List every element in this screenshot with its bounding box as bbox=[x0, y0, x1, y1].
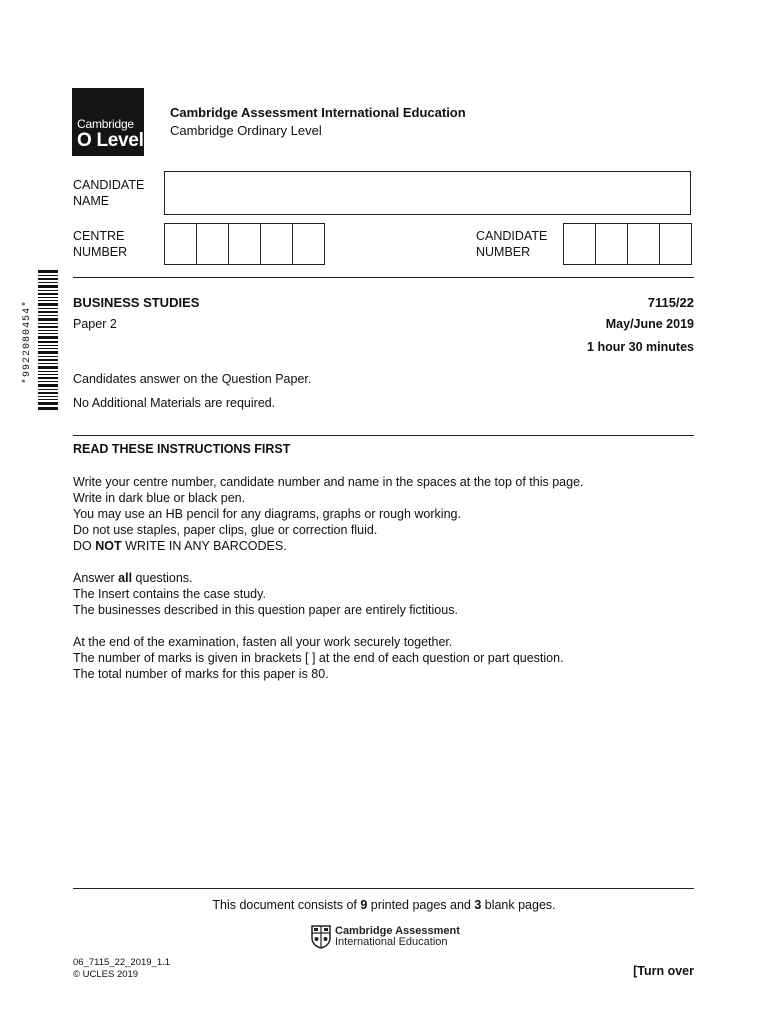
centre-number-digit[interactable] bbox=[261, 224, 293, 264]
barcode-image bbox=[38, 270, 58, 410]
text-segment: questions. bbox=[132, 571, 193, 585]
qualification-level: Cambridge Ordinary Level bbox=[170, 123, 322, 138]
instruction-line: The number of marks is given in brackets [ ] at the end of each question or part question. bbox=[73, 651, 564, 665]
instructions-heading: READ THESE INSTRUCTIONS FIRST bbox=[73, 442, 291, 456]
centre-number-label: CENTRE NUMBER bbox=[73, 229, 128, 259]
candidate-number-digit[interactable] bbox=[628, 224, 660, 264]
centre-number-digit[interactable] bbox=[293, 224, 324, 264]
centre-number-boxes[interactable] bbox=[164, 223, 325, 265]
instruction-line: Do not use staples, paper clips, glue or correction fluid. bbox=[73, 523, 378, 537]
text-segment: blank pages. bbox=[481, 898, 556, 912]
candidate-number-boxes[interactable] bbox=[563, 223, 692, 265]
instruction-line-barcodes bbox=[73, 538, 693, 554]
header-divider bbox=[73, 277, 694, 278]
candidate-number-digit[interactable] bbox=[564, 224, 596, 264]
text-segment: WRITE IN ANY BARCODES. bbox=[121, 539, 287, 553]
copyright-notice: © UCLES 2019 bbox=[73, 969, 139, 980]
centre-number-digit[interactable] bbox=[197, 224, 229, 264]
text-segment: Answer bbox=[73, 571, 119, 585]
instructions-block-1 bbox=[73, 474, 693, 554]
instruction-line: Write in dark blue or black pen. bbox=[73, 491, 246, 505]
cambridge-assessment-logo bbox=[311, 924, 460, 950]
text-segment: This document consists of bbox=[212, 898, 361, 912]
instruction-line-answer-all bbox=[73, 570, 693, 586]
centre-number-digit[interactable] bbox=[165, 224, 197, 264]
cambridge-o-level-logo bbox=[72, 88, 144, 156]
organisation-name: Cambridge Assessment International Education bbox=[170, 105, 466, 120]
instructions-block-3 bbox=[73, 634, 693, 682]
turn-over-label: [Turn over bbox=[633, 964, 694, 978]
instructions-divider bbox=[73, 435, 694, 436]
text-segment: DO bbox=[73, 539, 96, 553]
centre-number-digit[interactable] bbox=[229, 224, 261, 264]
candidate-number-digit[interactable] bbox=[660, 224, 691, 264]
instructions-block-2 bbox=[73, 570, 693, 618]
text-segment: printed pages and bbox=[367, 898, 475, 912]
paper-code: 7115/22 bbox=[647, 295, 694, 310]
instruction-line: Write your centre number, candidate number and name in the spaces at the top of this page. bbox=[73, 475, 584, 489]
page-count-statement bbox=[0, 898, 768, 912]
cae-wordmark bbox=[335, 926, 460, 948]
instruction-line: You may use an HB pencil for any diagrams, graphs or rough working. bbox=[73, 507, 461, 521]
candidate-number-digit[interactable] bbox=[596, 224, 628, 264]
exam-session: May/June 2019 bbox=[605, 317, 694, 331]
instruction-line: The total number of marks for this paper is 80. bbox=[73, 667, 329, 681]
instruction-line: At the end of the examination, fasten all your work securely together. bbox=[73, 635, 453, 649]
barcode-number: *9922080454* bbox=[22, 300, 33, 385]
blank-pages-count: 3 bbox=[474, 898, 482, 912]
emphasis-all: all bbox=[118, 571, 133, 585]
candidate-number-label: CANDIDATE NUMBER bbox=[476, 229, 548, 259]
candidate-name-box[interactable] bbox=[164, 171, 691, 215]
cae-line-1: Cambridge Assessment bbox=[335, 925, 460, 937]
crest-icon bbox=[311, 925, 331, 949]
instruction-line: The businesses described in this question paper are entirely fictitious. bbox=[73, 603, 458, 617]
instruction-line: The Insert contains the case study. bbox=[73, 587, 266, 601]
logo-line-1: Cambridge bbox=[77, 117, 134, 131]
cae-line-2: International Education bbox=[335, 936, 448, 948]
printed-pages-count: 9 bbox=[360, 898, 368, 912]
materials-line-1: Candidates answer on the Question Paper. bbox=[73, 372, 312, 386]
exam-duration: 1 hour 30 minutes bbox=[587, 340, 694, 354]
document-reference: 06_7115_22_2019_1.1 bbox=[73, 957, 171, 968]
subject-title: BUSINESS STUDIES bbox=[73, 295, 200, 310]
paper-number: Paper 2 bbox=[73, 317, 117, 331]
emphasis-not: NOT bbox=[95, 539, 122, 553]
footer-divider bbox=[73, 888, 694, 889]
materials-line-2: No Additional Materials are required. bbox=[73, 396, 276, 410]
logo-line-2: O Level bbox=[77, 130, 144, 151]
candidate-name-label: CANDIDATE NAME bbox=[73, 178, 145, 208]
